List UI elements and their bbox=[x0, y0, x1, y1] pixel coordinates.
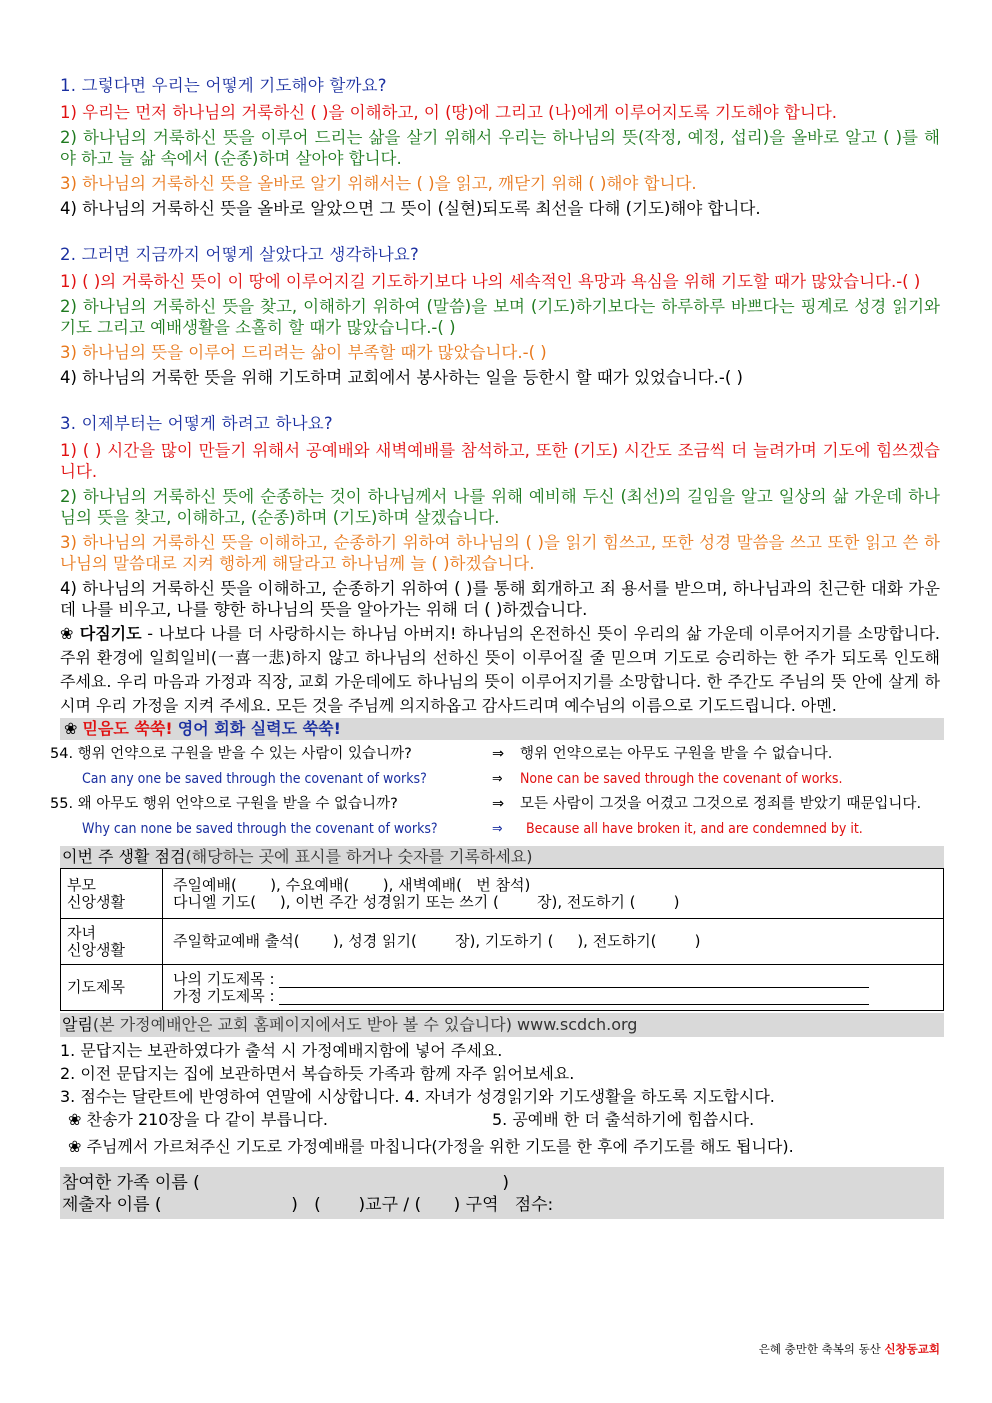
church-name: 신창동교회 bbox=[884, 1342, 940, 1356]
family-prayer-field[interactable] bbox=[279, 991, 869, 1005]
english-band-title-red: 믿음도 쑥쑥! bbox=[82, 719, 173, 738]
section-question: 3. 이제부터는 어떻게 하려고 하나요? bbox=[60, 414, 333, 433]
qa-number: 55. bbox=[50, 796, 74, 812]
arrow-icon: ⇒ bbox=[492, 796, 505, 812]
family-prayer-row: 가정 기도제목 : bbox=[173, 988, 939, 1005]
notice-title: 알림 bbox=[62, 1015, 93, 1034]
qa-korean bbox=[50, 742, 940, 767]
list-item: 2. 이전 문답지는 집에 보관하면서 복습하듯 가족과 함께 자주 읽어보세요. bbox=[60, 1064, 575, 1083]
arrow-icon: ⇒ bbox=[492, 771, 503, 787]
answer-item: 4) 하나님의 거룩하신 뜻을 올바로 알았으면 그 뜻이 (실현)되도록 최선을 다해 (기도)해야 합니다. bbox=[60, 199, 761, 218]
row-content[interactable] bbox=[163, 869, 944, 919]
qa-number: 54. bbox=[50, 746, 74, 762]
parent-line-1: 주일예배( ), 수요예배( ), 새벽예배( 번 참석) bbox=[173, 875, 531, 894]
answer-item: 4) 하나님의 거룩한 뜻을 위해 기도하며 교회에서 봉사하는 일을 등한시 할 때가 있었습니다.-( ) bbox=[60, 368, 743, 387]
answer-item: 3) 하나님의 뜻을 이루어 드리려는 삶이 부족할 때가 많았습니다.-( ) bbox=[60, 343, 547, 362]
submitter-line: 제출자 이름 ( ) ( )교구 / ( ) 구역 점수: bbox=[62, 1195, 554, 1215]
flower-icon: ❀ bbox=[60, 624, 75, 643]
qa-answer-en: Because all have broken it, and are condemned by it. bbox=[526, 821, 863, 837]
family-submission-box[interactable] bbox=[60, 1167, 944, 1219]
row-content[interactable] bbox=[163, 919, 944, 965]
prayer-text: - 나보다 나를 더 사랑하시는 하나님 아버지! 하나님의 온전하신 뜻이 우리의 삶 가운데 이루어지기를 소망합니다. 주위 환경에 일희일비(一喜一悲)하지 않고 하나님의 선하신 뜻이 이루어질 줄 믿으며 기도로 승리하는 한 주가 되도록 인도해 주세요. 우리 마음과 가정과 직장, 교회 가운데에도 하나님의 뜻이 이루어지기를 소망합니다. 한 주간도 주님의 뜻 안에 살게 하시며 우리 가정을 지켜 주세요. 모든 것을 주님께 의지하옵고 감사드리며 예수님의 이름으로 기도드립니다. 아멘. bbox=[60, 624, 940, 715]
table-row bbox=[61, 869, 944, 919]
qa-question-en: Why can none be saved through the covenant of works? bbox=[82, 821, 438, 837]
child-line-1: 주일학교예배 출석( ), 성경 읽기( 장), 기도하기 ( ), 전도하기( ) bbox=[173, 932, 701, 950]
footer bbox=[759, 1341, 940, 1357]
qa-answer-en: None can be saved through the covenant of works. bbox=[520, 771, 843, 787]
row-category: 부모 신앙생활 bbox=[61, 869, 163, 919]
commitment-prayer bbox=[60, 622, 940, 718]
life-check-table bbox=[60, 868, 944, 1011]
table-row bbox=[61, 965, 944, 1011]
qa-question: 행위 언약으로 구원을 받을 수 있는 사람이 있습니까? bbox=[77, 746, 412, 762]
catechism-qa bbox=[50, 742, 940, 842]
qa-english bbox=[60, 817, 940, 842]
qa-answer: 행위 언약으로는 아무도 구원을 받을 수 없습니다. bbox=[520, 746, 833, 762]
prayer-head: 다짐기도 bbox=[79, 624, 142, 643]
question-section bbox=[60, 74, 940, 219]
life-check-band bbox=[60, 846, 944, 868]
family-names-line: 참여한 가족 이름 ( ) bbox=[62, 1173, 510, 1193]
parent-line-2: 다니엘 기도( ), 이번 주간 성경읽기 또는 쓰기 ( 장), 전도하기 ( ) bbox=[173, 892, 680, 911]
flower-icon: ❀ bbox=[64, 719, 78, 738]
section-question: 2. 그러면 지금까지 어떻게 살았다고 생각하나요? bbox=[60, 245, 419, 264]
question-section bbox=[60, 243, 940, 388]
qa-question: 왜 아무도 행위 언약으로 구원을 받을 수 없습니까? bbox=[77, 796, 398, 812]
notice-list bbox=[60, 1039, 940, 1131]
qa-english bbox=[60, 767, 940, 792]
qa-answer: 모든 사람이 그것을 어겼고 그것으로 정죄를 받았기 때문입니다. bbox=[520, 796, 922, 812]
my-prayer-field[interactable] bbox=[279, 974, 869, 988]
answer-item: 4) 하나님의 거룩하신 뜻을 이해하고, 순종하기 위하여 ( )를 통해 회개하고 죄 용서를 받으며, 하나님과의 친근한 대화 가운데 나를 비우고, 나를 향한 하나님의 뜻을 알아가는 위해 더 ( )하겠습니다. bbox=[60, 579, 940, 619]
arrow-icon: ⇒ bbox=[492, 821, 503, 837]
closing-note: ❀ 주님께서 가르쳐주신 기도로 가정예배를 마칩니다(가정을 위한 기도를 한 후에 주기도를 해도 됩니다). bbox=[68, 1137, 794, 1156]
worship-sheet bbox=[50, 74, 940, 1219]
row-category: 자녀 신앙생활 bbox=[61, 919, 163, 965]
list-item: 1. 문답지는 보관하였다가 출석 시 가정예배지함에 넣어 주세요. bbox=[60, 1041, 503, 1060]
english-band-title-blue: 영어 회화 실력도 쑥쑥! bbox=[177, 719, 341, 738]
arrow-icon: ⇒ bbox=[492, 746, 505, 762]
answer-item: 1) ( ) 시간을 많이 만들기 위해서 공예배와 새벽예배를 참석하고, 또한 (기도) 시간도 조금씩 더 늘려가며 기도에 힘쓰겠습니다. bbox=[60, 441, 940, 481]
question-section bbox=[60, 412, 940, 620]
english-band bbox=[60, 718, 944, 740]
row-category: 기도제목 bbox=[61, 965, 163, 1011]
list-item: ❀ 찬송가 210장을 다 같이 부릅니다. 5. 공예배 한 더 출석하기에 힘씁시다. bbox=[68, 1110, 755, 1129]
table-row bbox=[61, 919, 944, 965]
sections bbox=[60, 74, 940, 620]
row-content[interactable] bbox=[163, 965, 944, 1011]
my-prayer-row: 나의 기도제목 : bbox=[173, 971, 939, 988]
answer-item: 1) ( )의 거룩하신 뜻이 이 땅에 이루어지길 기도하기보다 나의 세속적인 욕망과 욕심을 위해 기도할 때가 많았습니다.-( ) bbox=[60, 272, 921, 291]
answer-item: 3) 하나님의 거룩하신 뜻을 올바로 알기 위해서는 ( )을 읽고, 깨닫기 위해 ( )해야 합니다. bbox=[60, 174, 697, 193]
notice-band bbox=[60, 1013, 944, 1037]
life-check-subtitle: (해당하는 곳에 표시를 하거나 숫자를 기록하세요) bbox=[185, 847, 533, 866]
answer-item: 2) 하나님의 거룩하신 뜻을 이루어 드리는 삶을 살기 위해서 우리는 하나님의 뜻(작정, 예정, 섭리)을 올바로 알고 ( )를 해야 하고 늘 삶 속에서 (순종)하며 살아야 합니다. bbox=[60, 128, 940, 168]
answer-item: 1) 우리는 먼저 하나님의 거룩하신 ( )을 이해하고, 이 (땅)에 그리고 (나)에게 이루어지도록 기도해야 합니다. bbox=[60, 103, 838, 122]
list-item: 3. 점수는 달란트에 반영하여 연말에 시상합니다. 4. 자녀가 성경읽기와 기도생활을 하도록 지도합시다. bbox=[60, 1087, 775, 1106]
footer-slogan: 은혜 충만한 축복의 동산 bbox=[758, 1342, 885, 1356]
qa-korean bbox=[50, 792, 940, 817]
answer-item: 2) 하나님의 거룩하신 뜻에 순종하는 것이 하나님께서 나를 위해 예비해 두신 (최선)의 길임을 알고 일상의 삶 가운데 하나님의 뜻을 찾고, 이해하고, (순종)하며 (기도)하며 살겠습니다. bbox=[60, 487, 940, 527]
qa-question-en: Can any one be saved through the covenant of works? bbox=[82, 771, 427, 787]
answer-item: 3) 하나님의 거룩하신 뜻을 이해하고, 순종하기 위하여 하나님의 ( )을 읽기 힘쓰고, 또한 성경 말씀을 쓰고 또한 읽고 쓴 하나님의 말씀대로 지켜 행하게 해달라고 하나님께 늘 ( )하겠습니다. bbox=[60, 533, 940, 573]
section-question: 1. 그렇다면 우리는 어떻게 기도해야 할까요? bbox=[60, 76, 387, 95]
life-check-title: 이번 주 생활 점검 bbox=[62, 847, 186, 866]
notice-text: (본 가정예배안은 교회 홈페이지에서도 받아 볼 수 있습니다) www.scdch.org bbox=[92, 1015, 638, 1034]
answer-item: 2) 하나님의 거룩하신 뜻을 찾고, 이해하기 위하여 (말씀)을 보며 (기도)하기보다는 하루하루 바쁘다는 핑계로 성경 읽기와 기도 그리고 예배생활을 소홀히 할 때가 많았습니다.-( ) bbox=[60, 297, 940, 337]
